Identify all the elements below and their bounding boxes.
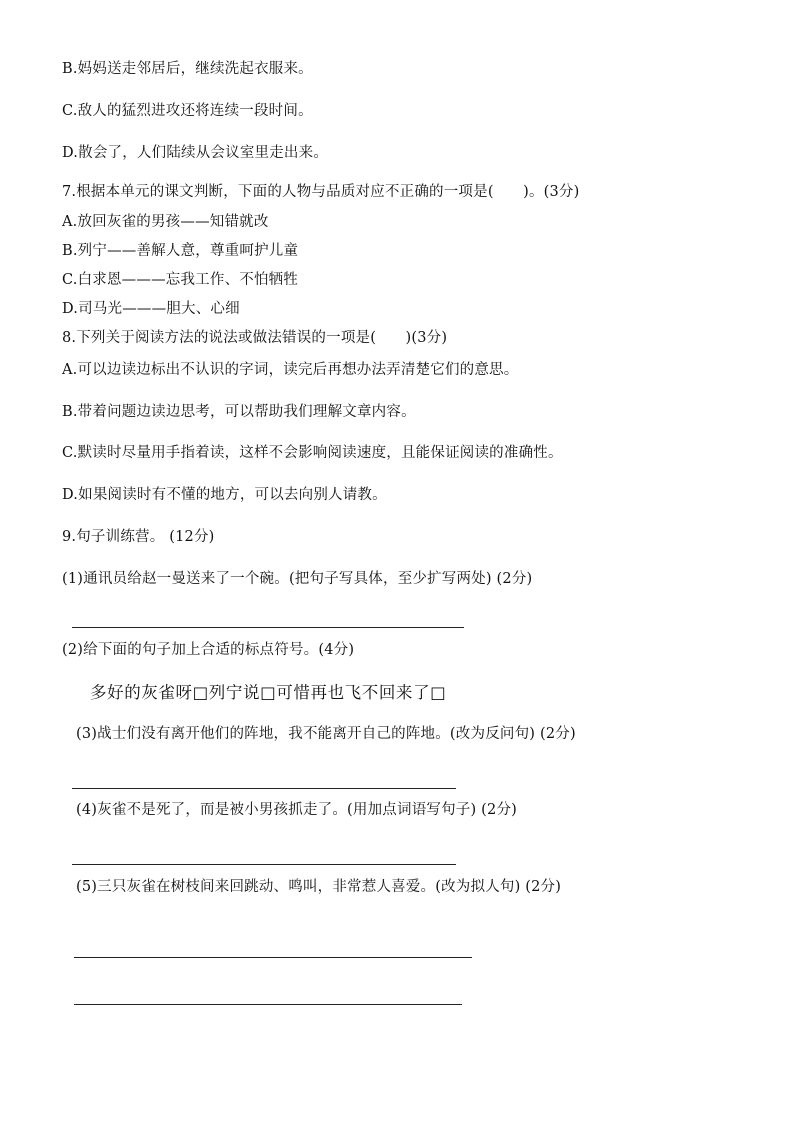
q8-option-d: D.如果阅读时有不懂的地方，可以去向别人请教。 (62, 487, 387, 503)
q9-item-5: (5)三只灰雀在树枝间来回跳动、鸣叫，非常惹人喜爱。(改为拟人句) (2分) (76, 879, 562, 895)
q7-option-b: B.列宁——善解人意，尊重呵护儿童 (62, 243, 299, 259)
q9-item-1: (1)通讯员给赵一曼送来了一个碗。(把句子写具体，至少扩写两处) (2分) (62, 571, 533, 587)
q6-option-b: B.妈妈送走邻居后，继续洗起衣服来。 (62, 61, 313, 77)
q6-option-c: C.敌人的猛烈进攻还将连续一段时间。 (62, 103, 313, 119)
answer-line-5a[interactable] (74, 957, 472, 958)
q7-option-d: D.司马光———胆大、心细 (62, 301, 240, 317)
q9-item-2-sentence: 多好的灰雀呀□列宁说□可惜再也飞不回来了□ (90, 683, 447, 702)
q9-item-4: (4)灰雀不是死了，而是被小男孩抓走了。(用加点词语写句子) (2分) (76, 802, 517, 818)
q8-stem: 8.下列关于阅读方法的说法或做法错误的一项是( )(3分) (62, 330, 448, 346)
q8-option-a: A.可以边读边标出不认识的字词，读完后再想办法弄清楚它们的意思。 (62, 362, 519, 378)
q8-option-b: B.带着问题边读边思考，可以帮助我们理解文章内容。 (62, 404, 416, 420)
answer-line-3[interactable] (72, 788, 456, 789)
q8-option-c: C.默读时尽量用手指着读，这样不会影响阅读速度，且能保证阅读的准确性。 (62, 445, 563, 461)
answer-line-4[interactable] (72, 864, 456, 865)
answer-line-1[interactable] (72, 627, 464, 628)
answer-line-5b[interactable] (74, 1004, 462, 1005)
q7-option-c: C.白求恩———忘我工作、不怕牺牲 (62, 272, 299, 288)
q9-item-2: (2)给下面的句子加上合适的标点符号。(4分) (62, 642, 355, 658)
q9-item-3: (3)战士们没有离开他们的阵地，我不能离开自己的阵地。(改为反问句) (2分) (76, 726, 576, 742)
q7-option-a: A.放回灰雀的男孩——知错就改 (62, 214, 269, 230)
q6-option-d: D.散会了，人们陆续从会议室里走出来。 (62, 145, 329, 161)
q9-title: 9.句子训练营。 (12分) (62, 529, 215, 545)
q7-stem: 7.根据本单元的课文判断，下面的人物与品质对应不正确的一项是( )。(3分) (62, 184, 580, 200)
